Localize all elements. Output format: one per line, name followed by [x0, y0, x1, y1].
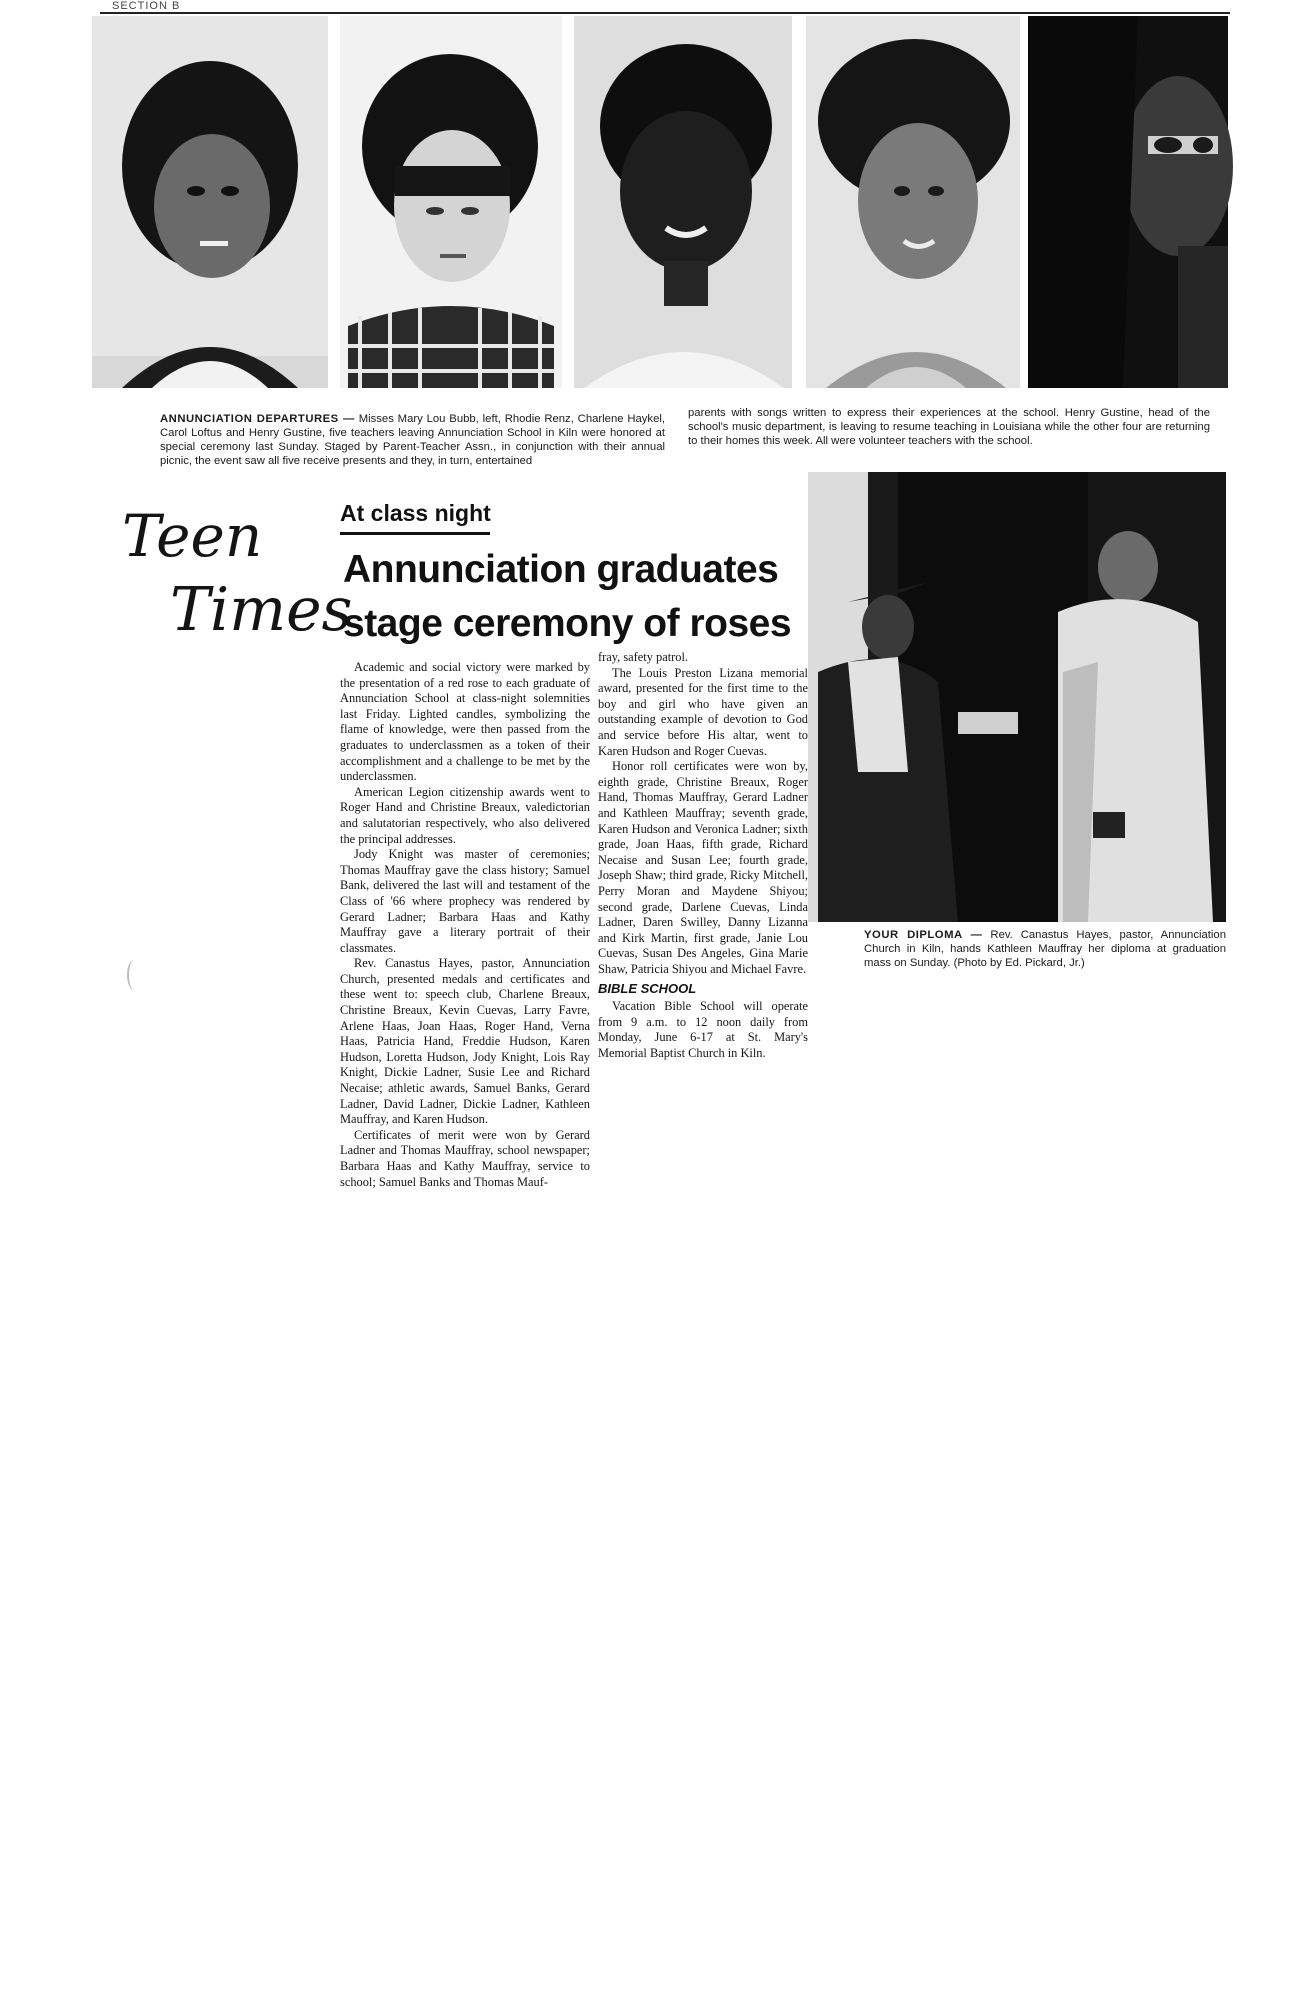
- diploma-photo: [808, 472, 1226, 922]
- margin-mark: [127, 960, 141, 990]
- section-label: SECTION B: [112, 0, 181, 12]
- article-paragraph: The Louis Preston Lizana memorial award, presented for the first time to the boy and girl who have given an outstanding example of devotion to God and service before His altar, went to Karen Hudson and Roger Cuevas.: [598, 665, 808, 758]
- article-column-1: [340, 660, 590, 1190]
- diploma-caption-label: YOUR DIPLOMA —: [864, 929, 983, 941]
- article-paragraph: Rev. Canastus Hayes, pastor, Annunciation Church, presented medals and certificates and these went to: speech club, Charlene Breaux, Christine Breaux, Kevin Cuevas, Larry Favre, Arlene Haas, Joan Haas, Roger Hand, Verna Haas, Patricia Hand, Freddie Hudson, Karen Hudson, Loretta Hudson, Jody Knight, Lois Ray Knight, Dickie Ladner, Susie Lee and Richard Necaise; athletic awards, Samuel Banks, Gerard Ladner, David Ladner, Dickie Ladner, Kathleen Mauffray, and Karen Hudson.: [340, 956, 590, 1127]
- article-paragraph: Honor roll certificates were won by, eighth grade, Christine Breaux, Roger Hand, Thomas Mauffray, Gerard Ladner and Kathleen Mauffray; seventh grade, Karen Hudson and Veronica Ladner; sixth grade, Joan Haas, fifth grade, Richard Necaise and Susan Lee; fourth grade, Joseph Shaw; third grade, Ricky Mitchell, Perry Moran and Maydene Shiyou; second grade, Darlene Cuevas, Linda Ladner, Daren Swilley, Danny Lizanna and Kirk Martin, first grade, Janie Lou Cuevas, Susan Des Angeles, Gina Marie Shaw, Patricia Shiyou and Michael Favre.: [598, 759, 808, 976]
- bible-school-subhead: BIBLE SCHOOL: [598, 981, 697, 997]
- teen-times-logo-word1: Teen: [122, 502, 263, 570]
- article-column-2: [598, 650, 808, 1061]
- masthead-rule: [100, 12, 1230, 14]
- article-paragraph: Academic and social victory were marked by the presentation of a red rose to each graduate of Annunciation School at class-night solemnities last Friday. Lighted candles, symbolizing the flame of knowledge, were then passed from the graduates to underclassmen as a token of their accomplishment and a challenge to be met by the underclassmen.: [340, 660, 590, 784]
- kicker-rule: [340, 532, 490, 535]
- teen-times-logo-word2: Times: [170, 575, 353, 645]
- teacher-photo-5: [1028, 16, 1228, 388]
- teen-times-logo: [118, 498, 353, 648]
- teacher-photo-2: [340, 16, 562, 388]
- article-paragraph: Jody Knight was master of ceremonies; Thomas Mauffray gave the class history; Samuel Bank, delivered the last will and testament of the Class of '66 where prophecy was rendered by Gerard Ladner; Barbara Haas and Kathy Mauffray gave a literary portrait of their classmates.: [340, 847, 590, 955]
- teacher-photo-4: [806, 16, 1020, 388]
- article-paragraph-continued: fray, safety patrol.: [598, 650, 689, 664]
- article-headline: Annunciation graduates stage ceremony of roses: [343, 548, 792, 645]
- article-paragraph: Certificates of merit were won by Gerard Ladner and Thomas Mauffray, school newspaper; Barbara Haas and Kathy Mauffray, service to school; Samuel Banks and Thomas Mauf-: [340, 1127, 590, 1189]
- diploma-caption: [864, 928, 1226, 970]
- teacher-photo-1: [92, 16, 328, 388]
- bible-school-paragraph: Vacation Bible School will operate from 9 a.m. to 12 noon daily from Monday, June 6-17 at St. Mary's Memorial Baptist Church in Kiln.: [598, 999, 808, 1060]
- departures-caption-text1: Misses Mary Lou Bubb, left, Rhodie Renz, Charlene Haykel, Carol Loftus and Henry Gustine, five teachers leaving Annunciation School in Kiln were honored at special ceremony last Sunday. Staged by Parent-Teacher Assn., in conjunction with their annual picnic, the event saw all five receive presents and they, in turn, entertained: [160, 413, 666, 467]
- departures-caption-label: ANNUNCIATION DEPARTURES —: [160, 413, 355, 425]
- teacher-photo-3: [574, 16, 792, 388]
- diploma-caption-text: Rev. Canastus Hayes, pastor, Annunciation Church in Kiln, hands Kathleen Mauffray her diploma at graduation mass on Sunday. (Photo by Ed. Pickard, Jr.): [864, 929, 1226, 969]
- article-paragraph: American Legion citizenship awards went to Roger Hand and Christine Breaux, valedictorian and salutatorian respectively, who also delivered the principal addresses.: [340, 784, 590, 846]
- departures-caption-col2: parents with songs written to express their experiences at the school. Henry Gustine, head of the school's music department, is leaving to resume teaching in Louisiana while the other four are returning to their homes this week. All were volunteer teachers with the school.: [688, 407, 1210, 447]
- departures-caption-col1: [160, 412, 665, 468]
- article-kicker: At class night: [340, 500, 491, 526]
